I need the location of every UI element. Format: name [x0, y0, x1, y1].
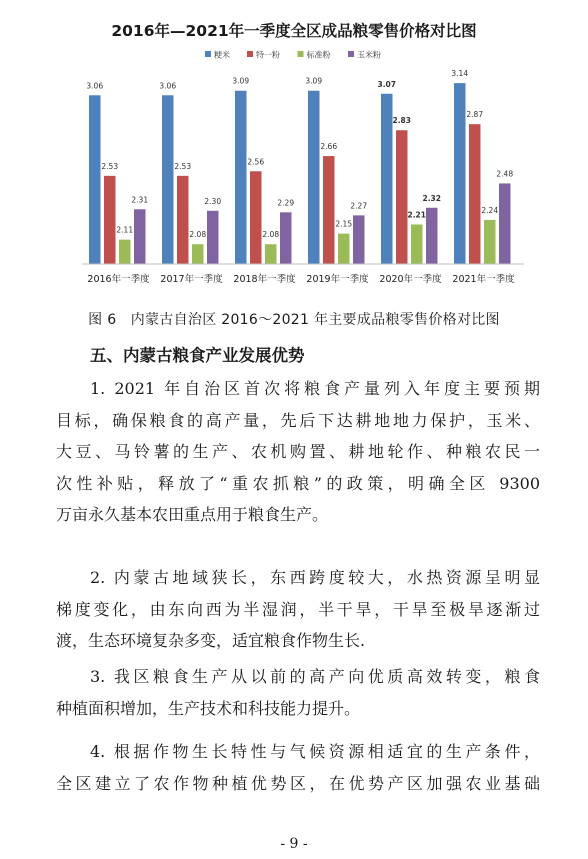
bar-2-2: [177, 176, 189, 264]
x-tick-label: 2019年一季度: [306, 274, 369, 285]
text-line: 渡，生态环境复杂多变，适宜粮食作物生长.: [56, 631, 366, 650]
bar-1-6: [454, 83, 466, 264]
paragraph-3: [56, 661, 540, 724]
bar-2-4: [323, 156, 335, 264]
bar-1-4: [308, 91, 320, 264]
bar-1-1: [89, 95, 101, 264]
text-line: 全区建立了农作物种植优势区，在优势产区加强农业基础: [56, 773, 540, 793]
bar-1-5: [381, 94, 393, 264]
bar-4-6: [499, 183, 511, 264]
data-label: 2.30: [204, 196, 222, 206]
bar-4-5: [426, 208, 438, 264]
data-label: 2.21: [407, 210, 427, 220]
x-tick-label: 2016年一季度: [87, 274, 150, 285]
data-label: 2.15: [335, 219, 353, 229]
data-label: 3.09: [305, 76, 323, 86]
data-label: 2.53: [174, 161, 192, 171]
data-label: 2.24: [481, 205, 499, 215]
x-tick-label: 2018年一季度: [233, 274, 296, 285]
legend-label: 粳米: [214, 50, 230, 60]
page-number: - 9 -: [280, 836, 308, 852]
paragraph-1: [56, 373, 540, 531]
text-line: 大豆、马铃薯的生产、农机购置、耕地轮作、种粮农民一: [56, 442, 540, 461]
paragraph-2: [56, 562, 540, 657]
legend-label: 玉米粉: [357, 50, 381, 60]
bar-3-5: [411, 224, 423, 264]
data-label: 2.53: [101, 161, 119, 171]
bar-1-3: [235, 91, 247, 264]
data-label: 3.09: [232, 76, 250, 86]
x-tick-label: 2020年一季度: [379, 274, 442, 285]
text-line: 梯度变化，由东向西为半湿润，半干旱，干旱至极旱逐渐过: [56, 599, 540, 619]
data-label: 2.08: [262, 230, 280, 240]
text-line: 种植面积增加，生产技术和科技能力提升。: [56, 698, 361, 718]
legend-label: 标准粉: [306, 50, 331, 60]
data-label: 2.56: [247, 157, 265, 167]
data-label: 2.08: [189, 230, 207, 240]
bar-2-5: [396, 130, 408, 264]
legend-swatch: [298, 51, 304, 57]
data-label: 3.06: [159, 81, 177, 91]
data-label: 2.32: [422, 193, 442, 203]
text-line: 次性补贴，释放了“重农抓粮”的政策，明确全区 9300: [56, 473, 540, 493]
data-label: 2.66: [320, 142, 338, 152]
text-line: 目标，确保粮食的高产量，先后下达耕地地力保护，玉米、: [56, 410, 540, 430]
x-axis-tick-labels: [87, 273, 515, 285]
legend-swatch: [348, 51, 354, 57]
data-label: 2.83: [392, 116, 412, 126]
bar-2-6: [469, 124, 481, 264]
data-label: 2.11: [116, 225, 134, 235]
text-line: 万亩永久基本农田重点用于粮食生产。: [56, 505, 329, 524]
bar-3-3: [265, 244, 277, 264]
bar-4-1: [134, 209, 146, 264]
bar-4-3: [280, 212, 292, 264]
chart-title: 2016年—2021年一季度全区成品粮零售价格对比图: [111, 22, 477, 40]
paragraph-4: [56, 736, 540, 799]
chart-legend: [205, 50, 381, 60]
text-line: 1. 2021 年自治区首次将粮食产量列入年度主要预期: [90, 379, 540, 398]
bar-4-4: [353, 215, 365, 264]
price-comparison-chart: [0, 0, 588, 300]
data-label: 2.31: [131, 195, 149, 205]
text-line: 2. 内蒙古地域狭长，东西跨度较大，水热资源呈明显: [90, 568, 540, 587]
text-line: 4. 根据作物生长特性与气候资源相适宜的生产条件，: [90, 742, 540, 761]
data-label: 3.07: [377, 79, 397, 89]
x-tick-label: 2017年一季度: [160, 274, 223, 285]
bar-2-3: [250, 171, 262, 264]
bar-3-2: [192, 244, 204, 264]
data-label: 2.87: [466, 110, 484, 120]
bar-3-1: [119, 240, 131, 264]
text-line: 3. 我区粮食生产从以前的高产向优质高效转变，粮食: [90, 667, 540, 686]
data-label: 3.06: [86, 81, 104, 91]
bar-3-4: [338, 234, 350, 264]
legend-label: 特一粉: [256, 50, 280, 60]
x-tick-label: 2021年一季度: [452, 274, 515, 285]
bar-3-6: [484, 220, 496, 264]
data-label: 2.27: [350, 201, 368, 211]
figure-caption: 图 6 内蒙古自治区 2016～2021 年主要成品粮零售价格对比图: [88, 312, 500, 328]
bar-4-2: [207, 211, 219, 264]
chart-bars: [86, 69, 513, 264]
legend-swatch: [247, 51, 253, 57]
section-heading: 五、内蒙古粮食产业发展优势: [90, 346, 305, 365]
data-label: 2.29: [277, 198, 295, 208]
bar-1-2: [162, 95, 174, 264]
data-label: 2.48: [496, 169, 514, 179]
bar-2-1: [104, 176, 116, 264]
data-label: 3.14: [451, 69, 469, 79]
legend-swatch: [205, 51, 211, 57]
